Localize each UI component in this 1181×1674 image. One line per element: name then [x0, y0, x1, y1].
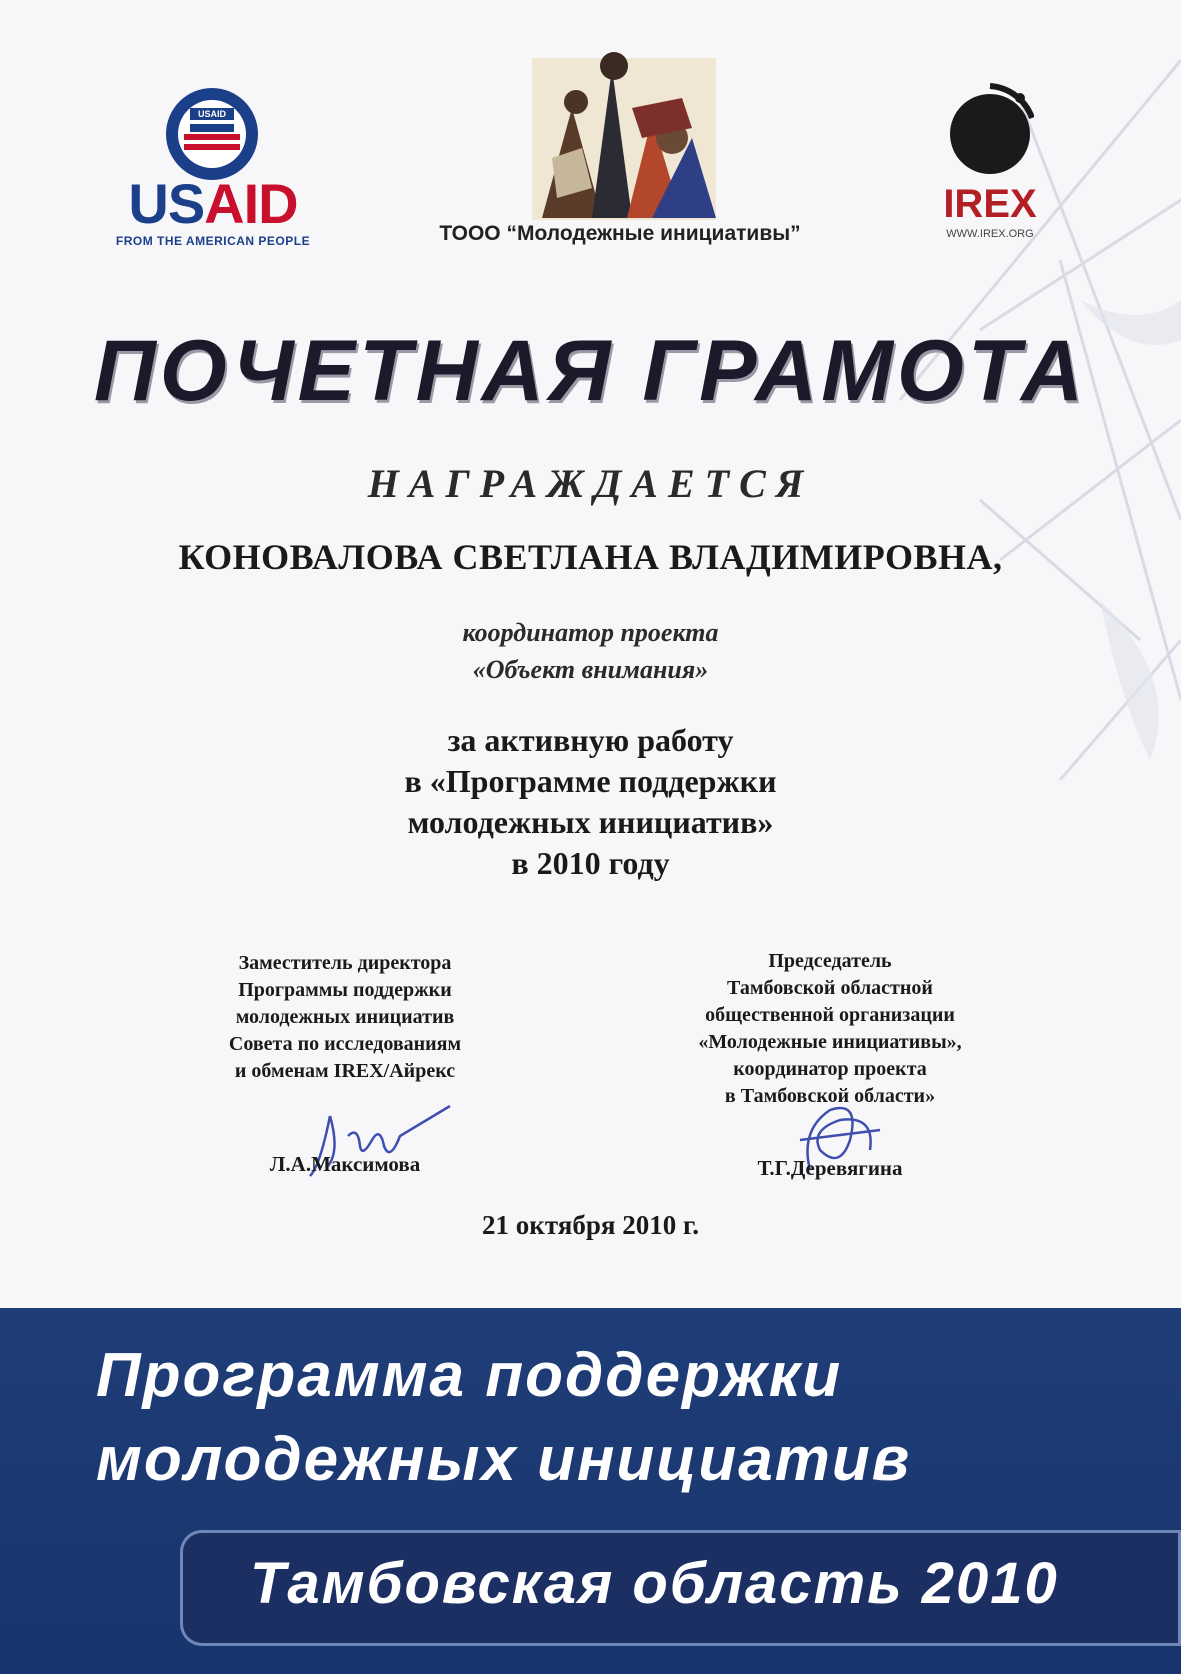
role-line: координатор проекта [462, 618, 719, 647]
position-line: Тамбовской областной [727, 977, 933, 999]
awarded-heading: НАГРАЖДАЕТСЯ [367, 461, 814, 506]
recipient-name: КОНОВАЛОВА СВЕТЛАНА ВЛАДИМИРОВНА, [178, 537, 1003, 577]
youth-initiatives-illustration [532, 48, 716, 220]
left-signatory-name: Л.А.Максимова [269, 1152, 421, 1176]
svg-text:USAID: USAID [197, 109, 227, 119]
right-signatory-name: Т.Г.Деревягина [757, 1156, 903, 1180]
right-signatory-position [640, 948, 1020, 1110]
organization-caption: ТООО “Молодежные инициативы” [439, 222, 801, 245]
left-signatory-position [190, 950, 500, 1085]
position-line: и обменам IREX/Айрекс [234, 1060, 456, 1082]
reason-line: за активную работу [447, 722, 734, 758]
region-label: Тамбовская область 2010 [250, 1551, 1059, 1616]
usaid-tagline: FROM THE AMERICAN PEOPLE [115, 234, 311, 248]
irex-wordmark: IREX [943, 182, 1037, 226]
certificate-title: ПОЧЕТНАЯ ГРАМОТА [93, 323, 1088, 419]
banner-title-line: молодежных инициатив [96, 1425, 912, 1494]
position-line: в Тамбовской области» [724, 1085, 936, 1107]
role-line: «Объект внимания» [472, 655, 709, 684]
recipient-role [0, 614, 1181, 688]
position-line: Заместитель директора [238, 952, 452, 974]
award-reason [0, 720, 1181, 884]
irex-circle-icon [946, 78, 1034, 178]
usaid-seal-icon [164, 86, 260, 182]
reason-line: в «Программе поддержки [404, 763, 777, 799]
certificate-date: 21 октября 2010 г. [482, 1210, 699, 1240]
position-line: Председатель [768, 950, 892, 972]
irex-url: WWW.IREX.ORG [946, 228, 1034, 240]
usaid-wordmark: USAID [128, 172, 298, 235]
reason-line: молодежных инициатив» [407, 804, 774, 840]
position-line: общественной организации [705, 1004, 955, 1026]
irex-logo [940, 78, 1040, 248]
position-line: молодежных инициатив [235, 1006, 455, 1028]
usaid-logo [108, 86, 318, 254]
position-line: Совета по исследованиям [228, 1033, 462, 1055]
banner-title-line: Программа поддержки [96, 1341, 843, 1410]
position-line: координатор проекта [733, 1058, 927, 1080]
reason-line: в 2010 году [511, 845, 670, 881]
position-line: Программы поддержки [238, 979, 452, 1001]
position-line: «Молодежные инициативы», [698, 1031, 962, 1053]
